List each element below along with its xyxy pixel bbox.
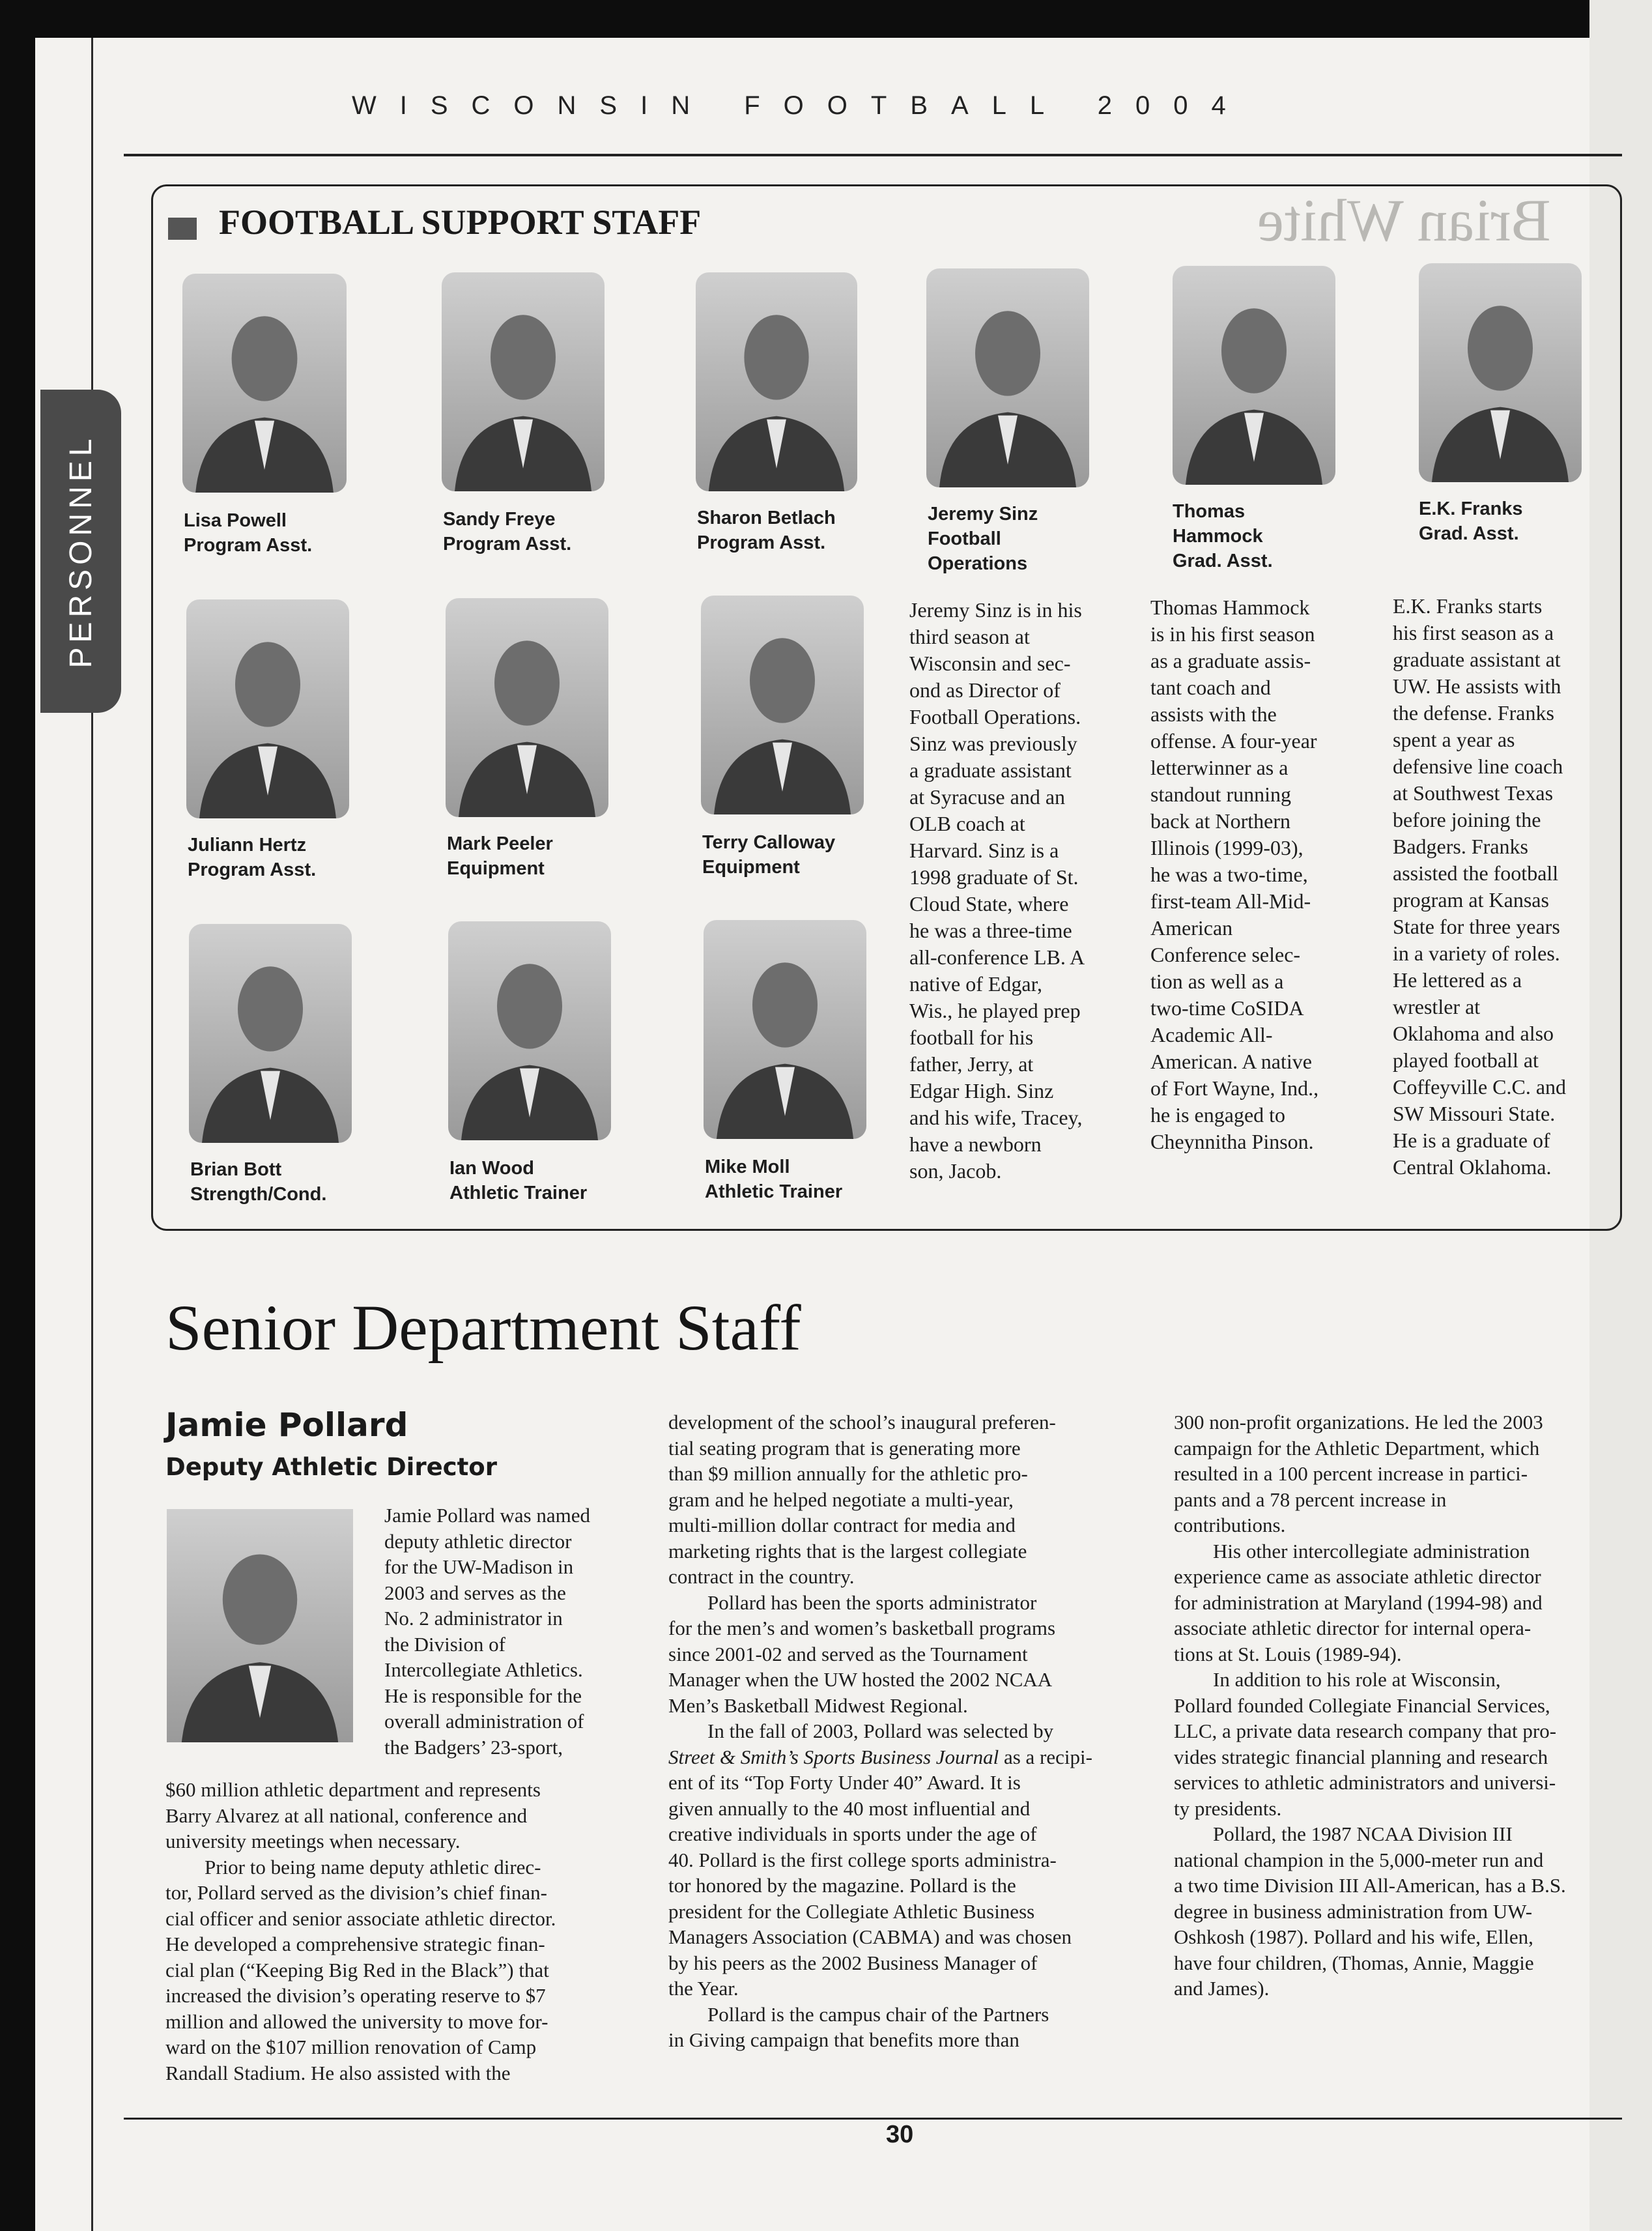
text-line: gram and he helped negotiate a multi-year, (668, 1488, 1014, 1511)
text-line: president for the Collegiate Athletic Business (668, 1899, 1035, 1923)
text-line: ty presidents. (1174, 1796, 1282, 1820)
staff-name: Mark Peeler (447, 833, 553, 854)
portrait-silhouette-icon (696, 272, 857, 491)
text-line: assists with the (1150, 702, 1277, 726)
staff-name: Terry Calloway (702, 832, 836, 853)
staff-role: Strength/Cond. (190, 1184, 327, 1205)
staff-photo (442, 272, 605, 491)
portrait-silhouette-icon (1419, 263, 1582, 482)
section-tab (40, 390, 121, 713)
text-line: associate athletic director for internal opera- (1174, 1617, 1531, 1639)
staff-caption (449, 1156, 587, 1205)
portrait-silhouette-icon (701, 596, 864, 814)
text-line: LLC, a private data research company that pro- (1174, 1720, 1557, 1742)
text-line: 2003 and serves as the (384, 1581, 566, 1604)
text-line: first-team All-Mid- (1150, 889, 1311, 913)
text-line: $60 million athletic department and represents (165, 1778, 541, 1801)
text-line: given annually to the 40 most influential and (668, 1796, 1031, 1820)
text-line: in a variety of roles. (1393, 942, 1560, 965)
text-line: Academic All- (1150, 1023, 1273, 1046)
page-number: 30 (886, 2121, 914, 2148)
text-line: tor honored by the magazine. Pollard is the (668, 1874, 1016, 1897)
text-line: in Giving campaign that benefits more than (668, 2028, 1019, 2051)
text-line: is in his first season (1150, 622, 1315, 646)
text-line: his first season as a (1393, 621, 1554, 644)
staff-role: Operations (928, 553, 1028, 574)
staff-photo (926, 268, 1089, 487)
text-line: Manager when the UW hosted the 2002 NCAA (668, 1668, 1053, 1691)
text-line: graduate assistant at (1393, 648, 1561, 671)
text-line: In addition to his role at Wisconsin, (1213, 1668, 1501, 1691)
text-line: before joining the (1393, 808, 1541, 831)
text-line: services to athletic administrators and universi- (1174, 1771, 1556, 1794)
pollard-photo (167, 1509, 353, 1742)
text-line: tial seating program that is generating more (668, 1436, 1021, 1460)
text-line: played football at (1393, 1048, 1539, 1072)
text-line: for administration at Maryland (1994-98) and (1174, 1590, 1543, 1614)
portrait-silhouette-icon (442, 272, 605, 491)
text-line: Pollard founded Collegiate Financial Services, (1174, 1693, 1550, 1717)
staff-photo (446, 598, 608, 817)
staff-role: Program Asst. (697, 532, 826, 553)
heading-square-icon (168, 218, 197, 240)
text-line: tor, Pollard served as the division’s chief finan- (165, 1881, 547, 1904)
text-line: the Division of (384, 1632, 506, 1656)
text-fragment: as a recipi- (1003, 1745, 1092, 1768)
text-line: Jamie Pollard was named (384, 1504, 590, 1527)
person-name: Jamie Pollard (165, 1406, 408, 1444)
text-line: Edgar High. Sinz (909, 1079, 1054, 1102)
text-line: Jeremy Sinz is in his (909, 598, 1082, 622)
text-line: ent of its “Top Forty Under 40” Award. It is (668, 1771, 1021, 1794)
text-line: Sinz was previously (909, 732, 1077, 755)
text-line: third season at (909, 625, 1030, 648)
text-line: Managers Association (CABMA) and was chosen (668, 1925, 1072, 1948)
text-line: Illinois (1999-03), (1150, 836, 1303, 859)
text-line: Pollard has been the sports administrator (707, 1590, 1037, 1614)
text-line: Intercollegiate Athletics. (384, 1658, 583, 1681)
text-line: creative individuals in sports under the age of (668, 1822, 1037, 1845)
text-line: Oshkosh (1987). Pollard and his wife, Ellen, (1174, 1925, 1533, 1948)
staff-caption (702, 830, 835, 880)
staff-name: Mike Moll (705, 1157, 790, 1177)
text-line: Coffeyville C.C. and (1393, 1075, 1567, 1099)
staff-role: Grad. Asst. (1419, 523, 1519, 544)
staff-photo (182, 274, 347, 493)
staff-caption (1419, 497, 1523, 546)
article-column-3 (1174, 1409, 1566, 2002)
text-line: Central Oklahoma. (1393, 1155, 1552, 1179)
staff-name: Ian Wood (449, 1158, 534, 1179)
staff-photo (1419, 263, 1582, 482)
text-line: university meetings when necessary. (165, 1830, 461, 1852)
staff-caption (447, 831, 553, 881)
text-line: tion as well as a (1150, 970, 1284, 993)
person-title: Deputy Athletic Director (165, 1453, 497, 1481)
text-line: ond as Director of (909, 678, 1061, 702)
staff-photo (186, 599, 349, 818)
text-line: since 2001-02 and served as the Tournament (668, 1642, 1028, 1665)
text-line: the Year. (668, 1977, 739, 2000)
text-line: million and allowed the university to move for- (165, 2009, 548, 2033)
staff-caption (443, 507, 571, 556)
text-line: than $9 million annually for the athletic pro- (668, 1462, 1028, 1485)
staff-photo (189, 924, 352, 1143)
staff-role: Equipment (447, 858, 545, 879)
text-line: No. 2 administrator in (384, 1607, 563, 1630)
staff-photo (701, 596, 864, 814)
text-line: development of the school’s inaugural preferen- (668, 1411, 1056, 1433)
footer-rule (124, 2118, 1622, 2120)
text-line: football for his (909, 1026, 1034, 1049)
text-line: vides strategic financial planning and research (1174, 1745, 1548, 1768)
text-line: spent a year as (1393, 728, 1515, 751)
text-line: Badgers. Franks (1393, 835, 1528, 858)
text-line: E.K. Franks starts (1393, 594, 1543, 618)
staff-photo (696, 272, 857, 491)
article-column-2 (668, 1409, 1092, 2053)
staff-name: E.K. Franks (1419, 498, 1523, 519)
text-line: Pollard, the 1987 NCAA Division III (1213, 1822, 1513, 1845)
text-line: a two time Division III All-American, has a B.S. (1174, 1874, 1566, 1897)
text-line: degree in business administration from UW- (1174, 1899, 1533, 1923)
text-line: deputy athletic director (384, 1529, 572, 1553)
staff-name: Thomas (1173, 501, 1246, 522)
text-line: tant coach and (1150, 676, 1271, 699)
text-line: at Southwest Texas (1393, 781, 1554, 805)
text-line: and James). (1174, 1977, 1270, 2000)
bio-franks (1393, 593, 1566, 1181)
text-line: and his wife, Tracey, (909, 1106, 1083, 1129)
text-line: His other intercollegiate administration (1213, 1539, 1530, 1562)
staff-role: Program Asst. (184, 535, 313, 556)
text-line: the Badgers’ 23-sport, (384, 1735, 563, 1759)
text-line: for the UW-Madison in (384, 1555, 574, 1578)
portrait-silhouette-icon (182, 274, 347, 493)
text-line: cial officer and senior associate athletic director. (165, 1907, 556, 1930)
text-line: Football Operations. (909, 705, 1081, 728)
text-line: Cloud State, where (909, 892, 1069, 915)
text-line: Cheynnitha Pinson. (1150, 1130, 1314, 1153)
text-line: marketing rights that is the largest collegiate (668, 1539, 1027, 1562)
staff-role: Equipment (702, 857, 800, 878)
text-line: program at Kansas (1393, 888, 1549, 912)
text-line: UW. He assists with (1393, 674, 1561, 698)
text-line: at Syracuse and an (909, 785, 1066, 809)
portrait-silhouette-icon (448, 921, 611, 1140)
text-line: national champion in the 5,000-meter run and (1174, 1848, 1544, 1871)
text-line: Pollard is the campus chair of the Partners (707, 2002, 1049, 2026)
staff-role: Athletic Trainer (449, 1183, 588, 1203)
staff-caption (1173, 499, 1273, 573)
text-line: he was a three-time (909, 919, 1072, 942)
text-line: have four children, (Thomas, Annie, Maggie (1174, 1951, 1534, 1974)
text-line: the defense. Franks (1393, 701, 1554, 725)
portrait-silhouette-icon (167, 1509, 353, 1742)
text-line: assisted the football (1393, 861, 1559, 885)
text-line: He is a graduate of (1393, 1129, 1550, 1152)
staff-caption (184, 508, 312, 558)
text-line: He developed a comprehensive strategic finan- (165, 1933, 545, 1955)
portrait-silhouette-icon (189, 924, 352, 1143)
portrait-silhouette-icon (186, 599, 349, 818)
text-line: tions at St. Louis (1989-94). (1174, 1642, 1402, 1665)
text-line: He is responsible for the (384, 1684, 582, 1707)
text-line: Men’s Basketball Midwest Regional. (668, 1693, 968, 1717)
staff-name: Sandy Freye (443, 509, 556, 530)
text-line: ward on the $107 million renovation of Camp (165, 2036, 537, 2058)
text-line: resulted in a 100 percent increase in partici- (1174, 1462, 1528, 1485)
text-line: have a newborn (909, 1132, 1042, 1156)
support-staff-heading: FOOTBALL SUPPORT STAFF (219, 203, 702, 242)
text-line: father, Jerry, at (909, 1052, 1034, 1076)
text-line: campaign for the Athletic Department, which (1174, 1436, 1540, 1460)
article-column-1 (165, 1777, 556, 2086)
text-line: he is engaged to (1150, 1103, 1286, 1127)
text-line: Randall Stadium. He also assisted with the (165, 2061, 511, 2084)
portrait-silhouette-icon (926, 268, 1089, 487)
section-tab-label: PERSONNEL (63, 434, 98, 669)
text-line: he was a two-time, (1150, 863, 1308, 886)
text-line: American. A native (1150, 1050, 1312, 1073)
text-line: for the men’s and women’s basketball programs (668, 1617, 1056, 1639)
portrait-silhouette-icon (446, 598, 608, 817)
header-rule (124, 154, 1622, 156)
text-line: contract in the country. (668, 1565, 855, 1588)
portrait-silhouette-icon (1173, 266, 1335, 485)
staff-name: Jeremy Sinz (928, 504, 1038, 525)
text-line: He lettered as a (1393, 968, 1522, 992)
text-line: SW Missouri State. (1393, 1102, 1556, 1125)
text-line: son, Jacob. (909, 1159, 1002, 1183)
text-line: 40. Pollard is the first college sports administra- (668, 1848, 1057, 1871)
staff-role: Program Asst. (188, 859, 317, 880)
text-line: Oklahoma and also (1393, 1022, 1554, 1045)
text-line: pants and a 78 percent increase in (1174, 1488, 1447, 1511)
text-line: American (1150, 916, 1233, 940)
text-line: multi-million dollar contract for media and (668, 1514, 1016, 1536)
staff-name: Brian Bott (190, 1159, 282, 1180)
text-line: native of Edgar, (909, 972, 1042, 996)
article-column-1-wrap (384, 1503, 590, 1760)
text-line: overall administration of (384, 1710, 584, 1733)
text-line: State for three years (1393, 915, 1560, 938)
text-line: two-time CoSIDA (1150, 996, 1304, 1020)
text-line: In the fall of 2003, Pollard was selected by (707, 1720, 1054, 1742)
text-line: letterwinner as a (1150, 756, 1289, 779)
text-line: Prior to being name deputy athletic direc- (205, 1855, 541, 1878)
text-line: cial plan (“Keeping Big Red in the Black”) that (165, 1958, 549, 1981)
senior-staff-heading: Senior Department Staff (165, 1291, 801, 1364)
staff-photo (704, 920, 866, 1139)
text-line: back at Northern (1150, 809, 1291, 833)
staff-role: Football (928, 528, 1001, 549)
text-line: OLB coach at (909, 812, 1025, 835)
text-line: experience came as associate athletic director (1174, 1565, 1541, 1588)
journal-title: Street & Smith’s Sports Business Journal (668, 1745, 1004, 1768)
bio-hammock (1150, 594, 1318, 1155)
text-line: standout running (1150, 783, 1291, 806)
text-line: of Fort Wayne, Ind., (1150, 1076, 1319, 1100)
text-line: by his peers as the 2002 Business Manager of (668, 1951, 1038, 1974)
text-line: Wisconsin and sec- (909, 652, 1071, 675)
bleed-through-text: Brian White (1257, 187, 1551, 253)
text-line: Thomas Hammock (1150, 596, 1310, 619)
staff-caption (190, 1157, 326, 1207)
text-line: increased the division’s operating reserve to $7 (165, 1984, 546, 2007)
text-line: a graduate assistant (909, 758, 1072, 782)
staff-name: Lisa Powell (184, 510, 287, 531)
text-line: Harvard. Sinz is a (909, 839, 1059, 862)
margin-rule (91, 38, 93, 2231)
text-line: Conference selec- (1150, 943, 1301, 966)
text-line (668, 1744, 1092, 1770)
staff-role: Athletic Trainer (705, 1181, 843, 1202)
staff-caption (928, 502, 1038, 576)
text-line: 300 non-profit organizations. He led the 2003 (1174, 1411, 1543, 1433)
running-header: WISCONSIN FOOTBALL 2004 (352, 91, 1249, 120)
text-line: offense. A four-year (1150, 729, 1317, 753)
text-line: wrestler at (1393, 995, 1481, 1018)
staff-photo (448, 921, 611, 1140)
text-line: defensive line coach (1393, 755, 1563, 778)
staff-role: Program Asst. (443, 534, 572, 554)
text-line: Barry Alvarez at all national, conference and (165, 1804, 528, 1827)
staff-caption (697, 506, 836, 555)
staff-role: Grad. Asst. (1173, 551, 1273, 571)
text-line: contributions. (1174, 1514, 1286, 1536)
text-line: Wis., he played prep (909, 999, 1081, 1022)
staff-name: Hammock (1173, 526, 1263, 547)
staff-caption (705, 1155, 842, 1204)
bio-sinz (909, 597, 1085, 1185)
portrait-silhouette-icon (704, 920, 866, 1139)
staff-name: Juliann Hertz (188, 835, 307, 856)
text-line: 1998 graduate of St. (909, 865, 1079, 889)
staff-caption (188, 833, 316, 882)
text-line: as a graduate assis- (1150, 649, 1311, 672)
text-line: all-conference LB. A (909, 945, 1085, 969)
staff-name: Sharon Betlach (697, 508, 836, 528)
staff-photo (1173, 266, 1335, 485)
